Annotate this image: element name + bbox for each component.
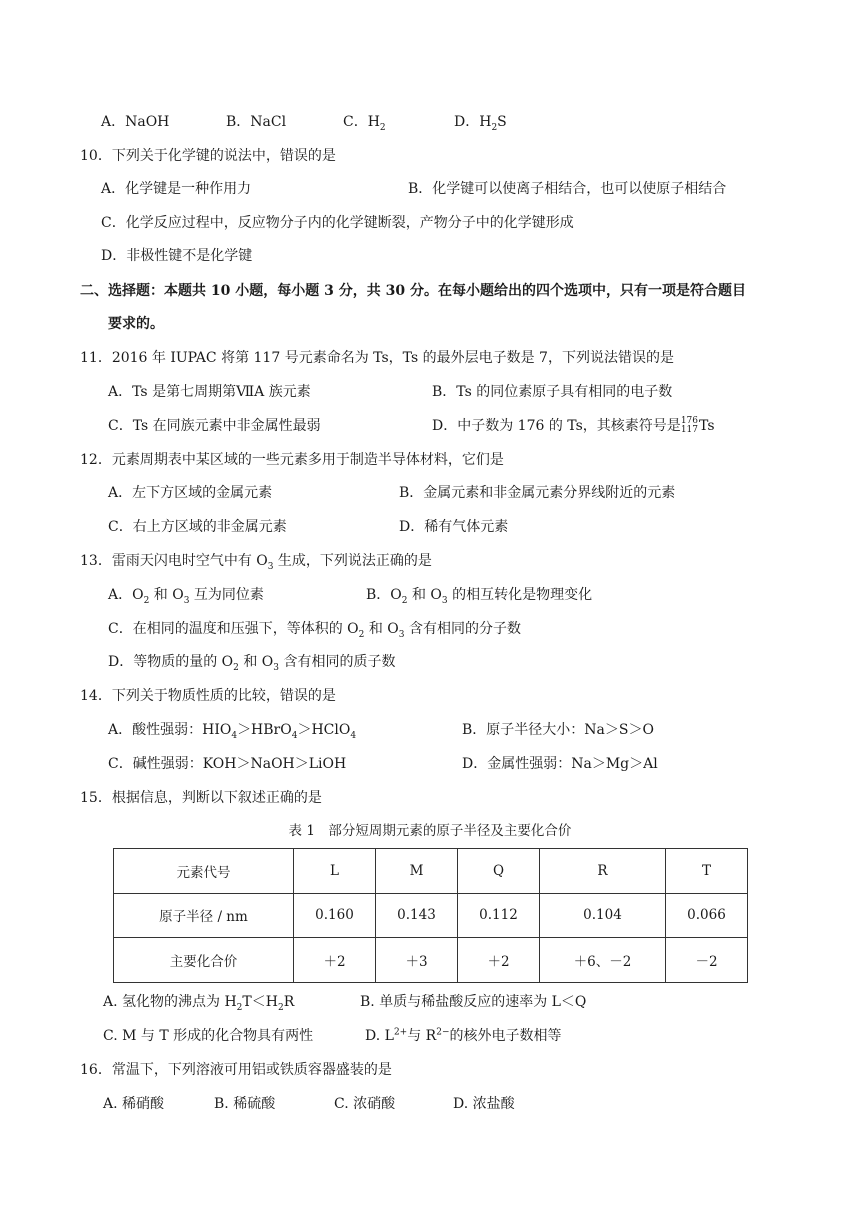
- q11-option-b: B．Ts 的同位素原子具有相同的电子数: [432, 384, 673, 400]
- q12-stem: 12．元素周期表中某区域的一些元素多用于制造半导体材料，它们是: [80, 452, 504, 468]
- q16-stem: 16．常温下，下列溶液可用铝或铁质容器盛装的是: [80, 1062, 392, 1078]
- q14-option-b: B．原子半径大小：Na＞S＞O: [462, 722, 654, 738]
- q13-option-b: B．$O_2$ 和 $O_3$ 的相互转化是物理变化: [366, 587, 593, 606]
- q9-option-b: B．NaCl: [226, 114, 287, 130]
- table-cell: ＋3: [376, 938, 458, 983]
- q13-option-d: D．等物质的量的 $O_2$ 和 $O_3$ 含有相同的质子数: [108, 654, 396, 673]
- table-cell: 0.112: [458, 893, 540, 938]
- q13-option-a: A．$O_2$ 和 $O_3$ 互为同位素: [108, 587, 264, 606]
- q10-option-d: D．非极性键不是化学键: [101, 248, 253, 264]
- section-2-heading: 二、选择题：本题共 10 小题，每小题 3 分，共 30 分。在每小题给出的四个选项中，只有一项是符合题目: [80, 283, 746, 299]
- q15-option-c: C. M 与 T 形成的化合物具有两性: [103, 1028, 314, 1044]
- table-cell: M: [376, 849, 458, 894]
- q14-stem: 14．下列关于物质性质的比较，错误的是: [80, 688, 336, 704]
- table-cell: L: [294, 849, 376, 894]
- q10-option-a: A．化学键是一种作用力: [101, 181, 252, 197]
- table-cell: T: [666, 849, 748, 894]
- table-cell: R: [540, 849, 666, 894]
- table-cell: 元素代号: [114, 849, 294, 894]
- q11-option-c: C．Ts 在同族元素中非金属性最弱: [108, 418, 321, 434]
- q12-option-c: C．右上方区域的非金属元素: [108, 519, 287, 535]
- q9-option-c: C．$H_2$: [343, 114, 386, 133]
- nuclide-notation: 176 117: [680, 416, 698, 435]
- table-cell: 0.104: [540, 893, 666, 938]
- q14-option-a: A．酸性强弱：$HIO_4>HBrO_4>HClO_4$: [108, 722, 357, 741]
- q12-option-b: B．金属元素和非金属元素分界线附近的元素: [399, 485, 676, 501]
- q15-stem: 15．根据信息，判断以下叙述正确的是: [80, 790, 322, 806]
- q11-stem: 11．2016 年 IUPAC 将第 117 号元素命名为 Ts，Ts 的最外层电子数是 7，下列说法错误的是: [80, 350, 674, 366]
- q13-stem: 13．雷雨天闪电时空气中有 $O_3$ 生成，下列说法正确的是: [80, 553, 432, 572]
- q14-option-d: D．金属性强弱：Na＞Mg＞Al: [462, 756, 658, 772]
- section-2-heading-cont: 要求的。: [108, 316, 164, 332]
- q16-option-c: C. 浓硝酸: [334, 1096, 396, 1112]
- table-row-radius: [114, 893, 748, 938]
- table-caption: 表 1 部分短周期元素的原子半径及主要化合价: [288, 823, 572, 839]
- q9-option-a: A．NaOH: [101, 114, 170, 130]
- q16-option-d: D. 浓盐酸: [453, 1096, 515, 1112]
- q14-option-c: C．碱性强弱：KOH＞NaOH＞LiOH: [108, 756, 347, 772]
- element-table: [113, 848, 748, 983]
- table-cell: 0.143: [376, 893, 458, 938]
- q11-option-a: A．Ts 是第七周期第ⅦA 族元素: [108, 384, 311, 400]
- table-cell: ＋6、－2: [540, 938, 666, 983]
- table-cell: Q: [458, 849, 540, 894]
- table-cell: ＋2: [458, 938, 540, 983]
- q12-option-d: D．稀有气体元素: [399, 519, 509, 535]
- q13-option-c: C．在相同的温度和压强下，等体积的 $O_2$ 和 $O_3$ 含有相同的分子数: [108, 621, 521, 640]
- table-cell: 原子半径 / nm: [114, 893, 294, 938]
- table-cell: ＋2: [294, 938, 376, 983]
- table-cell: 主要化合价: [114, 938, 294, 983]
- table-cell: 0.066: [666, 893, 748, 938]
- q10-option-c: C．化学反应过程中，反应物分子内的化学键断裂，产物分子中的化学键形成: [101, 215, 574, 231]
- q15-option-b: B. 单质与稀盐酸反应的速率为 L＜Q: [360, 994, 587, 1010]
- q10-stem: 10．下列关于化学键的说法中，错误的是: [80, 148, 336, 164]
- q12-option-a: A．左下方区域的金属元素: [108, 485, 273, 501]
- q16-option-b: B. 稀硫酸: [214, 1096, 276, 1112]
- q16-option-a: A. 稀硝酸: [103, 1096, 165, 1112]
- table-cell: －2: [666, 938, 748, 983]
- table-row-valence: [114, 938, 748, 983]
- q10-option-b: B．化学键可以使离子相结合，也可以使原子相结合: [408, 181, 727, 197]
- q15-option-a: A. 氢化物的沸点为 $H_2T<H_2R$: [103, 994, 295, 1013]
- q15-option-d: D. $L^{2+}$与 $R^{2-}$的核外电子数相等: [365, 1027, 562, 1044]
- table-row-header: [114, 849, 748, 894]
- table-cell: 0.160: [294, 893, 376, 938]
- q9-option-d: D．$H_2S$: [454, 114, 507, 133]
- q11-option-d: D．中子数为 176 的 Ts，其核素符号是 176 117 Ts: [432, 416, 715, 435]
